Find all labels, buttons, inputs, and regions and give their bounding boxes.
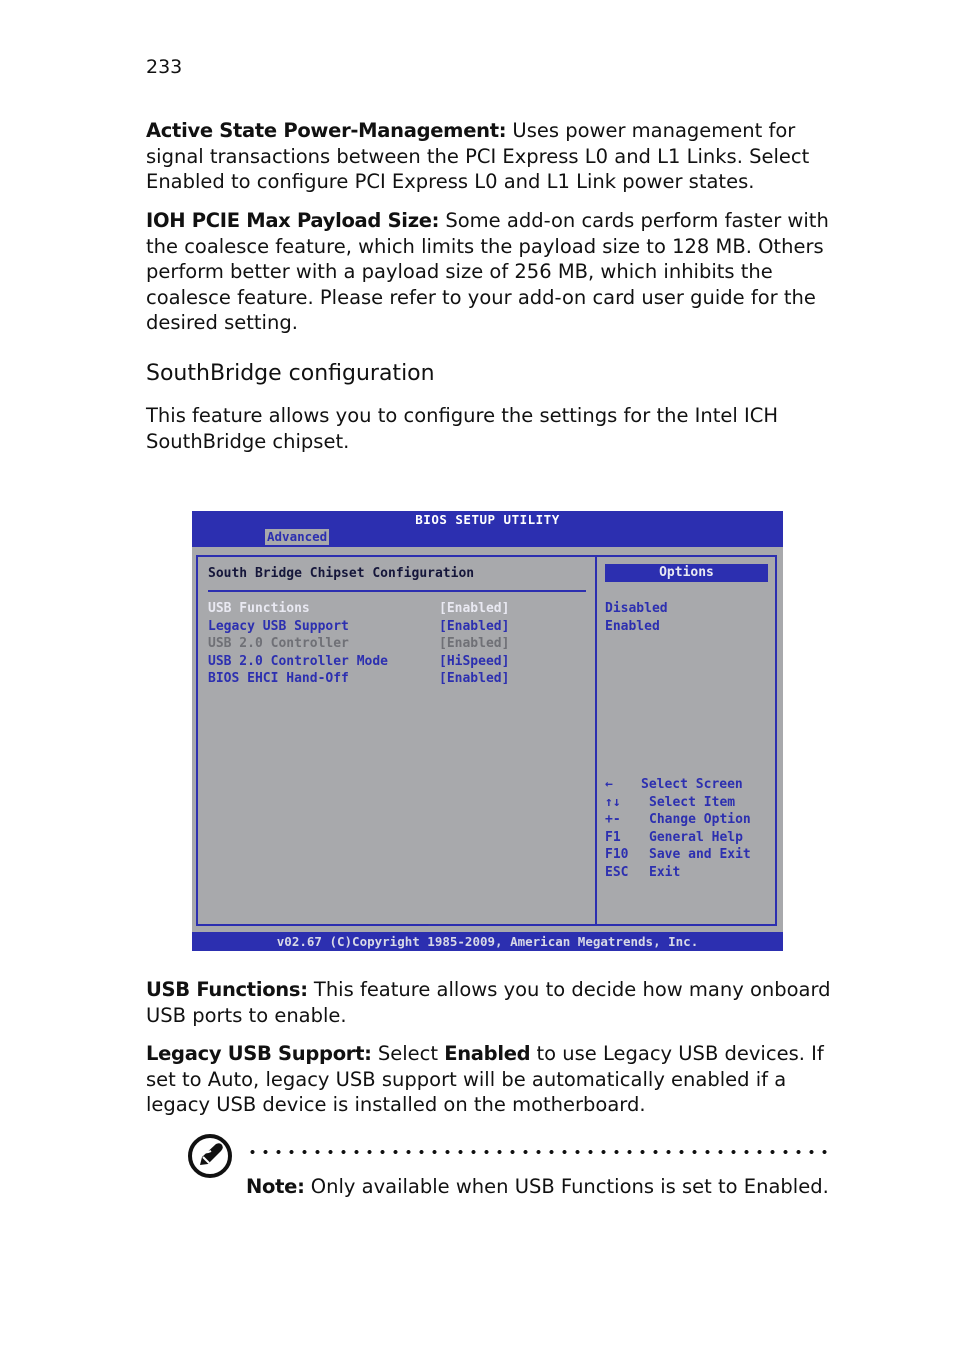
key-legend-row: [605, 777, 770, 794]
legacy-usb-term: Legacy USB Support:: [146, 1042, 372, 1065]
legacy-usb-text-b: to use Legacy USB devices. If set to Auto, legacy USB support will be automatically enabled if a legacy USB device is installed on the motherboard.: [146, 1042, 824, 1116]
option-disabled[interactable]: Disabled: [605, 601, 668, 616]
key-name: ←: [605, 777, 613, 792]
bios-setting-value[interactable]: [Enabled]: [439, 671, 510, 687]
key-name: F1: [605, 829, 621, 845]
bios-help-panel: [595, 555, 777, 926]
note-paragraph: [246, 1174, 829, 1199]
bios-setting-label: Legacy USB Support: [208, 618, 349, 634]
bios-setting-value[interactable]: [HiSpeed]: [439, 653, 510, 669]
bios-main-panel: [196, 555, 597, 926]
key-name: ↑↓: [605, 794, 621, 810]
aspm-text: Uses power management for signal transactions between the PCI Express L0 and L1 Links. Select Enabled to configure PCI Express L0 and L1 Link power states.: [146, 119, 810, 193]
note-icon: [187, 1133, 233, 1179]
section-heading: SouthBridge configuration: [146, 361, 435, 386]
key-name: F10: [605, 847, 629, 863]
usb-functions-paragraph: [146, 977, 846, 1028]
bios-setting-value[interactable]: [Enabled]: [439, 601, 510, 616]
key-legend-row: [605, 830, 770, 847]
bios-title: BIOS SETUP UTILITY: [415, 512, 560, 527]
tab-advanced[interactable]: Advanced: [267, 529, 328, 544]
note-text: Only available when USB Functions is set to Enabled.: [304, 1175, 829, 1198]
note-term: Note:: [246, 1175, 305, 1198]
legacy-usb-text-a: Select: [371, 1042, 445, 1065]
bios-setting-label: BIOS EHCI Hand-Off: [208, 671, 349, 687]
key-description: Change Option: [649, 812, 751, 828]
bios-setting-row[interactable]: [208, 636, 588, 653]
usb-functions-text: This feature allows you to decide how many onboard USB ports to enable.: [146, 978, 831, 1027]
bios-setting-row[interactable]: [208, 619, 588, 636]
bios-setting-label: USB 2.0 Controller: [208, 636, 349, 652]
ioh-text: Some add-on cards perform faster with the coalesce feature, which limits the payload size to 128 MB. Others perform better with a payload size of 256 MB, which inhibits the coalesce feature. Please refer to your add-on card user guide for the desired setting.: [146, 209, 829, 334]
aspm-paragraph: [146, 118, 846, 195]
page-number: 233: [146, 56, 183, 78]
key-legend-row: [605, 847, 770, 864]
bios-setting-label: USB 2.0 Controller Mode: [208, 653, 389, 669]
bios-section-title: South Bridge Chipset Configuration: [208, 566, 475, 581]
bios-copyright-footer: v02.67 (C)Copyright 1985-2009, American Megatrends, Inc.: [192, 932, 783, 951]
aspm-term: Active State Power-Management:: [146, 119, 507, 142]
bios-setting-row[interactable]: [208, 601, 588, 618]
key-name: +-: [605, 812, 621, 828]
bios-setting-value[interactable]: [Enabled]: [439, 636, 510, 652]
usb-functions-term: USB Functions:: [146, 978, 308, 1001]
bios-setting-row[interactable]: [208, 654, 588, 671]
legacy-usb-enabled-term: Enabled: [444, 1042, 531, 1065]
bios-screenshot: [192, 511, 783, 951]
key-description: Select Screen: [641, 777, 743, 792]
key-description: Select Item: [649, 794, 736, 810]
intro-paragraph: This feature allows you to configure the settings for the Intel ICH SouthBridge chipset.: [146, 404, 779, 453]
key-description: General Help: [649, 829, 743, 845]
key-description: Save and Exit: [649, 847, 751, 863]
option-enabled[interactable]: Enabled: [605, 619, 660, 634]
key-legend-row: [605, 865, 770, 882]
bios-setting-label: USB Functions: [208, 601, 310, 616]
bios-setting-value[interactable]: [Enabled]: [439, 618, 510, 634]
bios-setting-row[interactable]: [208, 671, 588, 688]
bios-divider: [208, 590, 586, 592]
legacy-usb-paragraph: [146, 1041, 846, 1118]
note-dotted-rule: [246, 1150, 830, 1154]
key-legend-row: [605, 795, 770, 812]
key-name: ESC: [605, 865, 629, 880]
key-legend-row: [605, 812, 770, 829]
bios-title-bar: [192, 511, 783, 547]
ioh-term: IOH PCIE Max Payload Size:: [146, 209, 440, 232]
options-header: Options: [605, 564, 768, 582]
ioh-paragraph: [146, 208, 846, 336]
key-description: Exit: [649, 865, 681, 880]
